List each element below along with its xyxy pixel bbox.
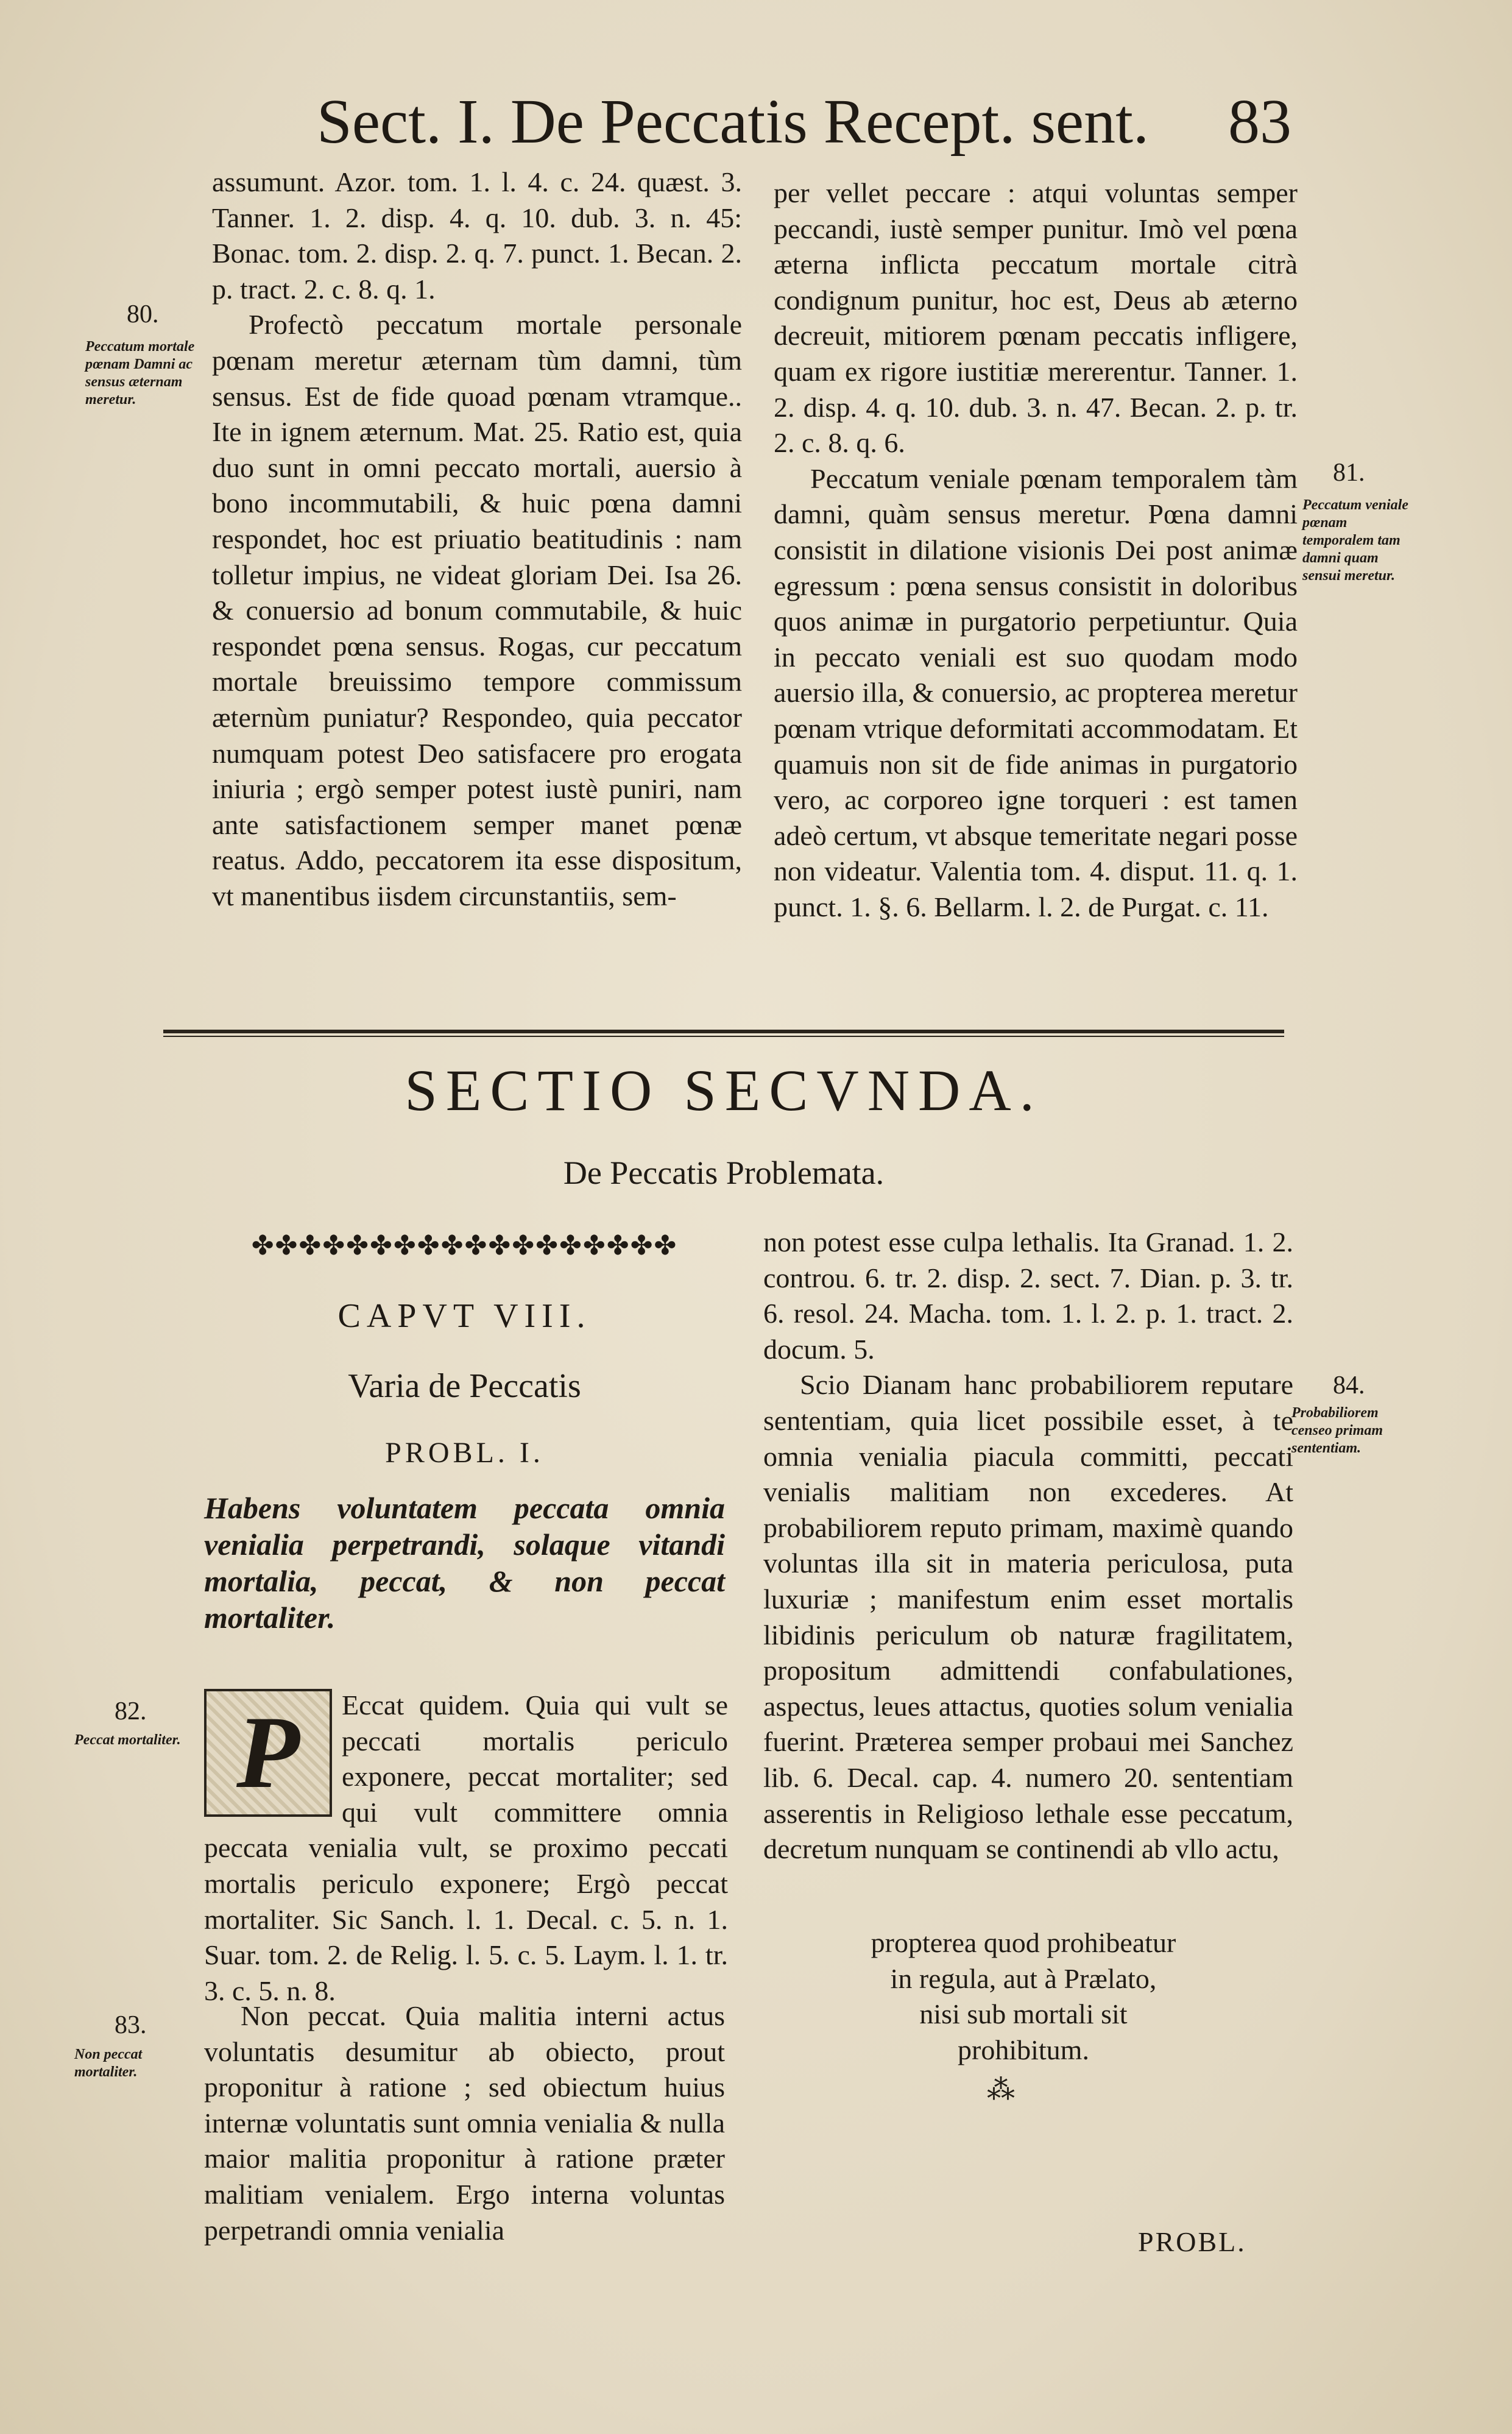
margin-note-80: Peccatum mortale pœnam Damni ac sensus æternam meretur. (85, 339, 195, 408)
paragraph-82-text: Eccat quidem. Quia qui vult se peccati mortalis periculo exponere, peccat mortaliter; sed qui vult committere omnia peccata venialia vult, se proximo peccati mortalis periculo exponere; Ergò peccat mortaliter. Sic Sanch. l. 1. Decal. c. 5. n. 1. Suar. tom. 2. de Relig. l. 5. c. 5. Laym. l. 1. tr. 3. c. 5. n. 8. (204, 1689, 728, 2006)
upper-right-column (774, 175, 1298, 925)
paragraph-83: Non peccat. Quia malitia interni actus voluntatis desumitur ab obiecto, prout proponitur à ratione ; sed obiectum huius internæ voluntatis sunt omnia venialia & nulla maior malitia proponitur à ratione præter malitiam venialem. Ergo interna voluntas perpetrandi omnia venialia (204, 2000, 725, 2246)
section-title: SECTIO SECVNDA. (404, 1058, 1043, 1123)
closing-line: nisi sub mortali sit (919, 1998, 1128, 2030)
catchword: PROBL. (1138, 2226, 1246, 2257)
closing-line: in regula, aut à Prælato, (890, 1962, 1157, 1994)
problem-title: Habens voluntatem peccata omnia venialia perpetrandi, solaque vitandi mortalia, peccat, & non peccat mortaliter. (204, 1491, 725, 1635)
rule-thin (163, 1036, 1284, 1037)
section-rule (163, 1030, 1284, 1038)
chapter-label: CAPVT VIII. (337, 1297, 592, 1335)
paragraph-80: Profectò peccatum mortale personale pœnam meretur æternam tùm damni, tùm sensus. Est de fide quoad pœnam vtramque.. Ite in ignem æternum. Mat. 25. Ratio est, quia duo sunt in omni peccato mortali, auersio à bono incommutabili, & huic pœna damni respondet, hoc est priuatio beatitudinis : nam tolletur impius, ne videat gloriam Dei. Isa 26. & conuersio ad bonum commutabile, & huic respondet pœna sensus. Rogas, cur peccatum mortale breuissimo tempore commissum æternùm puniatur? Respondeo, quia peccator numquam potest Deo satisfacere pro erogata iniuria ; ergò semper potest iustè puniri, nam ante satisfactionem semper manet pœnæ reatus. Addo, peccatorem ita esse dispositum, vt manentibus iisdem circunstantiis, sem- (212, 309, 742, 911)
closing-lines (774, 1925, 1273, 2068)
margin-number-81: 81. (1333, 459, 1365, 487)
paragraph-citations-2: non potest esse culpa lethalis. Ita Granad. 1. 2. controu. 6. tr. 2. disp. 2. sect. 7. Dian. p. 3. tr. 6. resol. 24. Macha. tom. 1. l. 2. p. 1. tract. 2. docum. 5. (763, 1226, 1293, 1365)
closing-line: prohibitum. (958, 2034, 1089, 2065)
paragraph-82 (204, 1688, 728, 2009)
margin-number-83: 83. (115, 2011, 147, 2039)
ornament-band: ✤✤✤✤✤✤✤✤✤✤✤✤✤✤✤✤✤✤ (251, 1231, 678, 1261)
margin-number-80: 80. (127, 300, 159, 328)
margin-note-82: Peccat mortaliter. (74, 1732, 181, 1748)
running-head-title: Sect. I. De Peccatis Recept. sent. (317, 87, 1149, 157)
upper-left-column (212, 165, 742, 914)
paragraph-continuation: per vellet peccare : atqui voluntas semper peccandi, iustè semper punitur. Imò vel pœna æterna inflicta peccatum mortale citrà condignum punitur, hoc est, Deus ab æterno decreuit, mitiorem pœnam peccatis infligere, quam ex rigore iustitiæ mererentur. Tanner. 1. 2. disp. 4. q. 10. dub. 3. n. 47. Becan. 2. p. tr. 2. c. 8. q. 6. (774, 177, 1298, 459)
ornamental-initial: P (204, 1689, 332, 1817)
margin-number-82: 82. (115, 1697, 147, 1725)
problem-label: PROBL. I. (385, 1437, 544, 1469)
paragraph-84: Scio Dianam hanc probabiliorem reputare sententiam, quia licet possibile esset, à te omnia venialia piacula committi, peccati venialis malitiam non excederes. At probabiliorem reputo primam, maximè quando voluntas illa sit in materia periculosa, puta luxuriæ ; manifestum enim esset mortalis libidinis periculum ob naturæ fragilitatem, propositum admittendi confabulationes, aspectus, leues attactus, quoties solum venialia fuerint. Præterea semper probaui mei Sanchez lib. 6. Decal. cap. 4. numero 20. sententiam asserentis in Religioso lethale esse peccatum, decretum nunquam se continendi ab vllo actu, (763, 1369, 1293, 1865)
paragraph-citations: assumunt. Azor. tom. 1. l. 4. c. 24. quæst. 3. Tanner. 1. 2. disp. 4. q. 10. dub. 3. n. 45: Bonac. tom. 2. disp. 2. q. 7. punct. 1. Becan. 2. p. tract. 2. c. 8. q. 1. (212, 166, 742, 305)
margin-note-81: Peccatum veniale pœnam temporalem tam damni quam sensui meretur. (1302, 497, 1408, 584)
margin-note-84: Probabiliorem censeo primam sententiam. (1291, 1405, 1383, 1456)
asterism: ⁂ (987, 2074, 1015, 2105)
margin-note-83: Non peccat mortaliter. (74, 2047, 143, 2080)
running-head (317, 82, 1291, 161)
closing-line: propterea quod prohibeatur (871, 1927, 1176, 1958)
rule-thick (163, 1030, 1284, 1033)
lower-left-column (204, 1998, 725, 2248)
lower-right-column (763, 1225, 1293, 1867)
chapter-subtitle: Varia de Peccatis (348, 1367, 581, 1405)
margin-number-84: 84. (1333, 1371, 1365, 1399)
paragraph-81: Peccatum veniale pœnam temporalem tàm damni, quàm sensus meretur. Pœna damni consistit in dilatione visionis Dei post animæ egressum : pœna sensus consistit in doloribus quos animæ in purgatorio perpetiuntur. Quia in peccato veniali est suo quodam modo auersio illa, & conuersio, ac propterea meretur pœnam vtrique deformitati accommodatam. Et quamuis non sit de fide animas in purgatorio vero, ac corporeo igne torqueri : est tamen adeò certum, vt absque temeritate negari posse non videatur. Valentia tom. 4. disput. 11. q. 1. punct. 1. §. 6. Bellarm. l. 2. de Purgat. c. 11. (774, 462, 1298, 922)
page-number: 83 (1228, 87, 1291, 157)
section-subtitle: De Peccatis Problemata. (563, 1155, 885, 1191)
